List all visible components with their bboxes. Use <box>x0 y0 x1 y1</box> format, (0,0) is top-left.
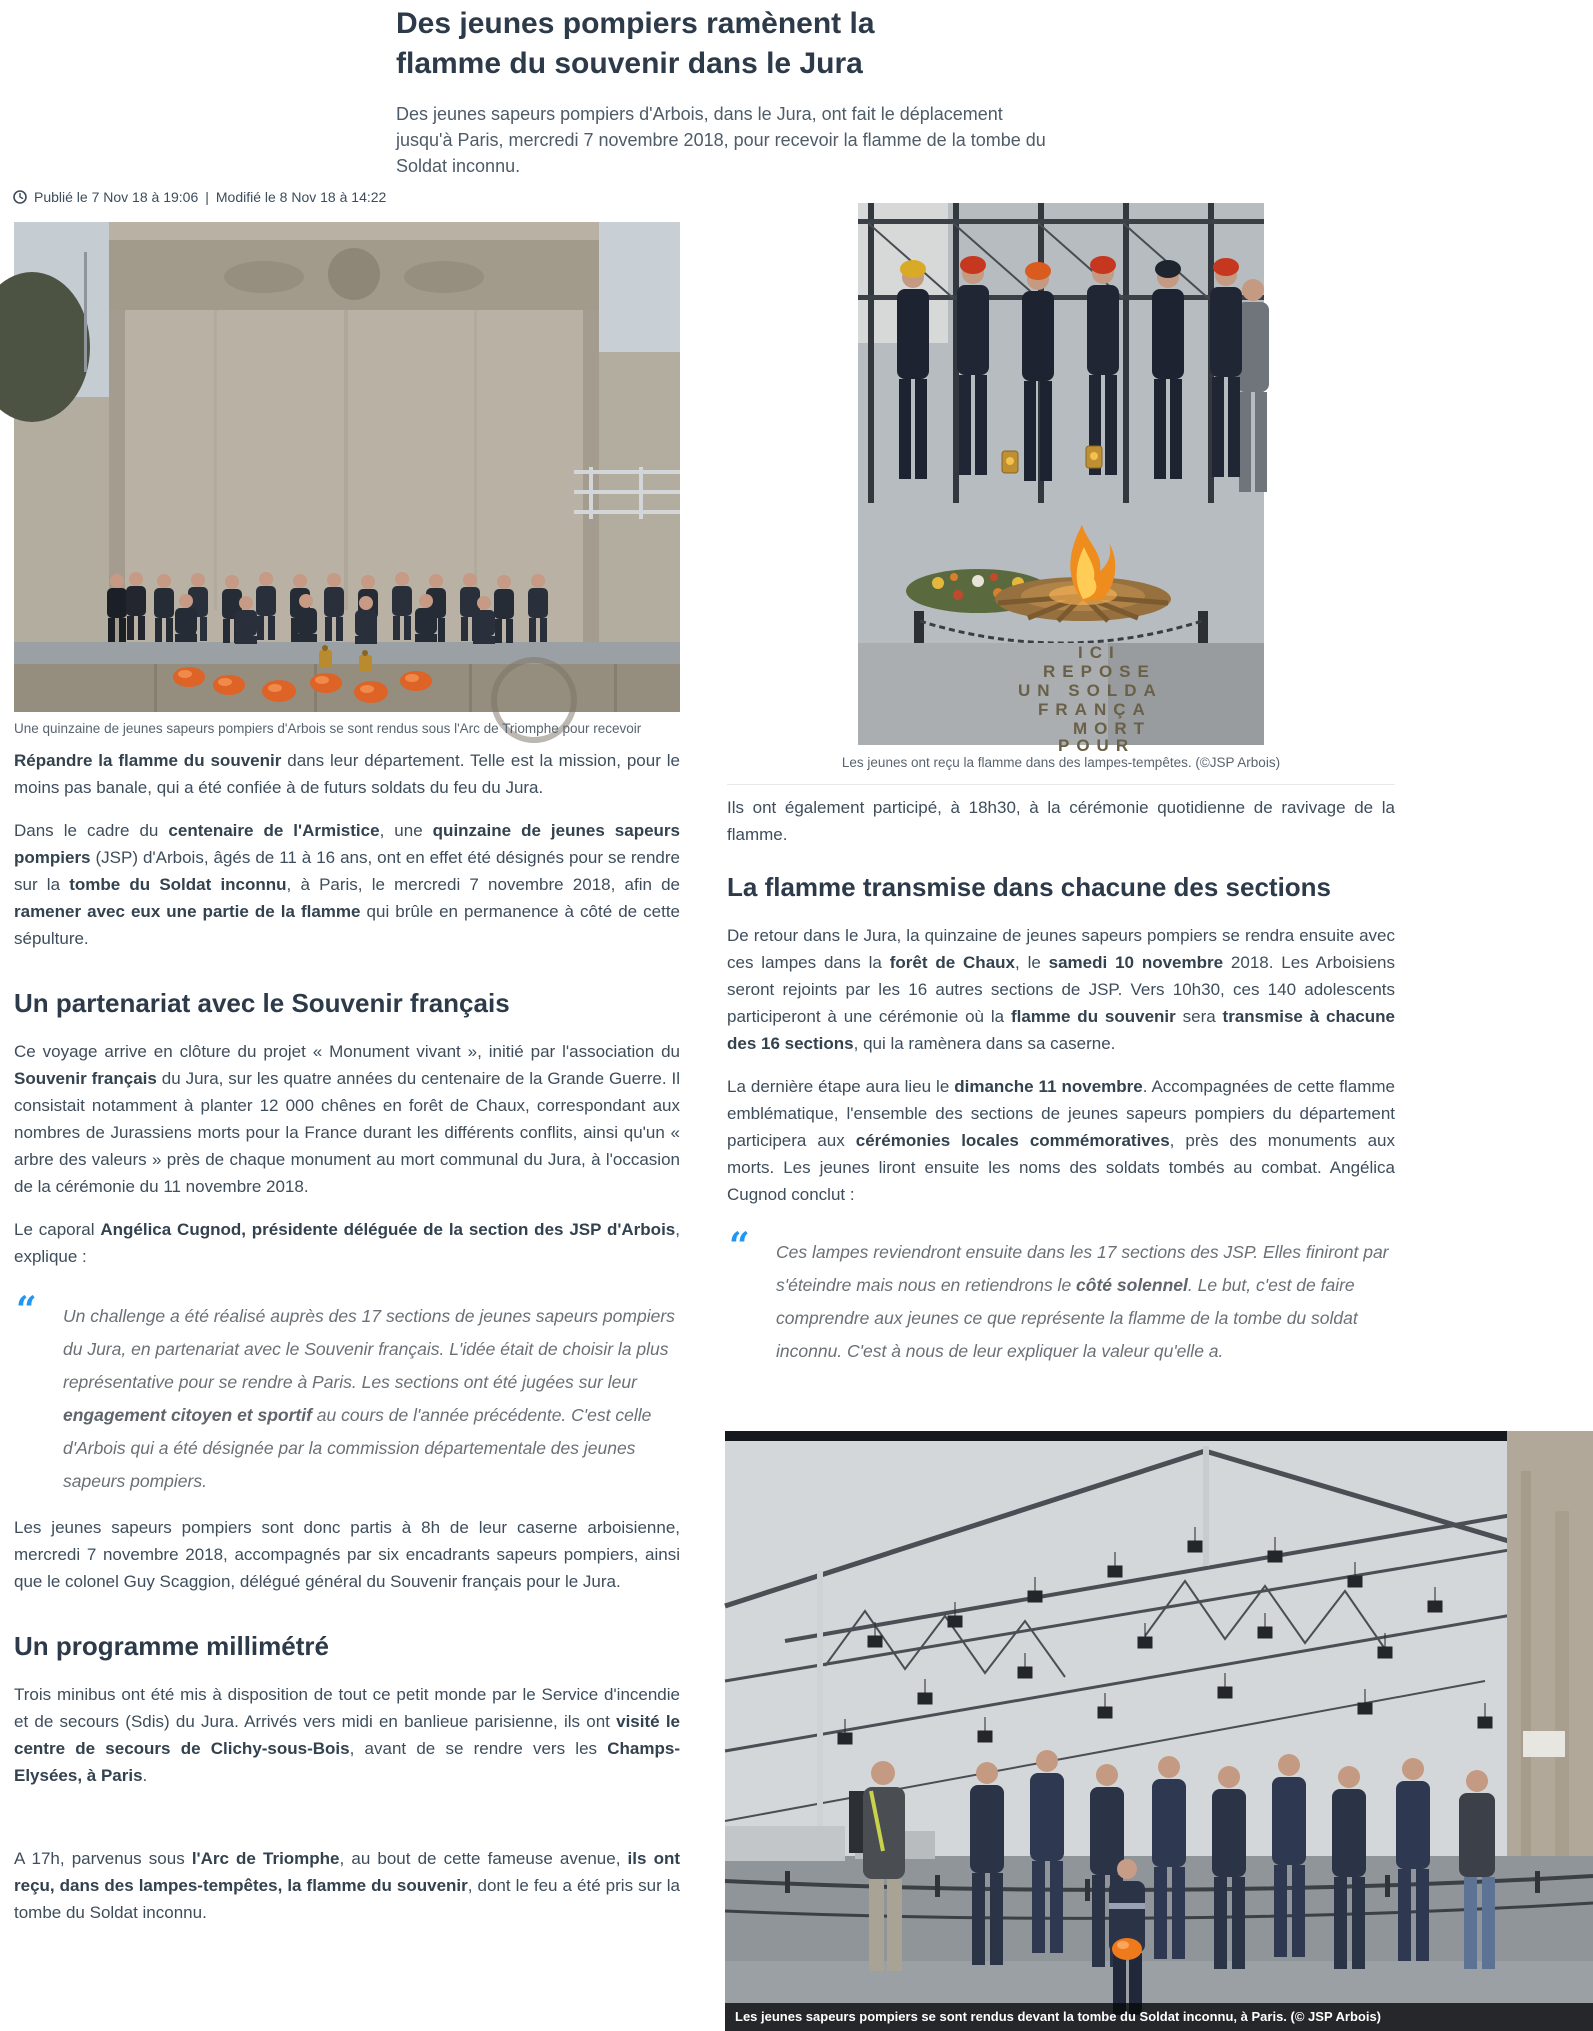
paragraph-depart: Les jeunes sapeurs pompiers sont donc partis à 8h de leur caserne arboisienne, mercredi 7 novembre 2018, accompagnés par six encadrants sapeurs pompiers, ainsi que le colonel Guy Scaggion, délégué général du Souvenir français pour le Jura. <box>14 1518 680 1591</box>
quote-block-challenge <box>16 1289 680 1498</box>
heading-partenariat: Un partenariat avec le Souvenir français <box>14 988 510 1018</box>
paragraph-derniere-etape: La dernière étape aura lieu le dimanche 11 novembre. Accompagnées de cette flamme emblématique, l'ensemble des sections de jeunes sapeurs pompiers du département participera aux cérémonies locales commémoratives, près des monuments aux morts. Les jeunes liront ensuite les noms des soldats tombés au combat. Angélica Cugnod conclut : <box>727 1077 1395 1204</box>
svg-text:ICI: ICI <box>1078 643 1121 662</box>
svg-text:FRANÇA: FRANÇA <box>1038 700 1152 719</box>
quote-text-challenge: Un challenge a été réalisé auprès des 17 sections de jeunes sapeurs pompiers du Jura, en partenariat avec le Souvenir français. L'idée était de choisir la plus représentative pour se rendre à Paris. Les sections ont été jugées sur leur engagement citoyen et sportif au cours de l'année précédente. C'est celle d'Arbois qui a été désignée par la commission départementale des jeunes sapeurs pompiers. <box>63 1306 675 1491</box>
quote-icon: “ <box>729 1225 750 1267</box>
paragraph-contexte: Dans le cadre du centenaire de l'Armistice, une quinzaine de jeunes sapeurs pompiers (JSP) d'Arbois, âgés de 11 à 16 ans, ont en effet été désignés pour se rendre sur la tombe du Soldat inconnu, à Paris, le mercredi 7 novembre 2018, afin de ramener avec eux une partie de la flamme qui brûle en permanence à côté de cette sépulture. <box>14 821 681 948</box>
bottom-photo-caption: Les jeunes sapeurs pompiers se sont rendus devant la tombe du Soldat inconnu, à Paris. (© JSP Arbois) <box>725 2003 1593 2031</box>
heading-transmission: La flamme transmise dans chacune des sections <box>727 872 1332 902</box>
svg-text:MORT: MORT <box>1073 719 1152 738</box>
flame-ceremony-photo-image <box>858 203 1264 755</box>
quote-text-lampes: Ces lampes reviendront ensuite dans les 17 sections des JSP. Elles finiront par s'éteindre mais nous en retiendrons le côté solennel. Le but, c'est de faire comprendre aux jeunes ce que représente la flamme de la tombe du soldat inconnu. C'est à nous de leur expliquer la valeur qu'elle a. <box>776 1242 1389 1361</box>
svg-text:UN SOLDA: UN SOLDA <box>1018 681 1163 700</box>
paragraph-arc-17h: A 17h, parvenus sous l'Arc de Triomphe, au bout de cette fameuse avenue, ils ont reçu, dans des lampes-tempêtes, la flamme du souvenir, dont le feu a été pris sur la tombe du Soldat inconnu. <box>14 1849 680 1922</box>
page-title: Des jeunes pompiers ramènent la flamme du souvenir dans le Jura <box>396 7 875 80</box>
flame-ceremony-photo <box>727 203 1395 785</box>
publish-meta <box>13 189 386 205</box>
paragraph-caporal: Le caporal Angélica Cugnod, présidente déléguée de la section des JSP d'Arbois, explique : <box>14 1220 680 1266</box>
quote-icon: “ <box>16 1289 37 1331</box>
left-column <box>14 222 680 1926</box>
canopy-group-photo-image <box>725 1431 1593 2031</box>
paragraph-ravivage: Ils ont également participé, à 18h30, à la cérémonie quotidienne de ravivage de la flamme. <box>727 798 1395 844</box>
paragraph-minibus: Trois minibus ont été mis à disposition de tout ce petit monde par le Service d'incendie et de secours (Sdis) du Jura. Arrivés vers midi en banlieue parisienne, ils ont visité le centre de secours de Clichy-sous-Bois, avant de se rendre vers les Champs-Elysées, à Paris. <box>14 1685 680 1785</box>
published-date: Publié le 7 Nov 18 à 19:06 <box>34 189 199 205</box>
paragraph-foret-de-chaux: De retour dans le Jura, la quinzaine de jeunes sapeurs pompiers se rendra ensuite avec ces lampes dans la forêt de Chaux, le samedi 10 novembre 2018. Les Arboisiens seront rejoints par les 16 autres sections de JSP. Vers 10h30, ces 140 adolescents participeront à une cérémonie où la flamme du souvenir sera transmise à chacune des 16 sections, qui la ramènera dans sa caserne. <box>727 926 1395 1053</box>
canopy-group-photo <box>725 1431 1593 2031</box>
paragraph-monument-vivant: Ce voyage arrive en clôture du projet « Monument vivant », initié par l'association du Souvenir français du Jura, sur les quatre années du centenaire de la Grande Guerre. Il consistait notamment à planter 12 000 chênes en forêt de Chaux, correspondant aux nombres de Jurassiens morts pour la France durant les différents conflits, ainsi qu'un « arbre des valeurs » près de chaque monument au mort communal du Jura, à l'occasion de la cérémonie du 11 novembre 2018. <box>14 1042 680 1196</box>
modified-date: Modifié le 8 Nov 18 à 14:22 <box>215 189 387 205</box>
heading-programme: Un programme millimétré <box>14 1631 329 1661</box>
woman-right <box>1459 1770 1495 1969</box>
article-lede: Des jeunes sapeurs pompiers d'Arbois, dans le Jura, ont fait le déplacement jusqu'à Paris, mercredi 7 novembre 2018, pour recevoir la flamme de la tombe du Soldat inconnu. <box>396 104 1046 176</box>
left-photo-caption: Une quinzaine de jeunes sapeurs pompiers d'Arbois se sont rendus sous l'Arc de Triomphe pour recevoir <box>14 721 642 736</box>
svg-text:POUR: POUR <box>1058 736 1136 755</box>
meta-separator: | <box>205 189 209 205</box>
paragraph-mission: Répandre la flamme du souvenir dans leur département. Telle est la mission, pour le moins pas banale, qui a été confiée à de futurs soldats du feu du Jura. <box>14 751 680 797</box>
clock-icon <box>13 190 27 204</box>
article-header <box>396 4 1056 179</box>
right-photo-caption: Les jeunes ont reçu la flamme dans des lampes-tempêtes. (©JSP Arbois) <box>841 755 1281 770</box>
svg-text:REPOSE: REPOSE <box>1043 662 1156 681</box>
quote-block-lampes <box>729 1225 1395 1368</box>
right-column <box>727 203 1395 1368</box>
arc-de-triomphe-photo <box>14 222 680 712</box>
arc-de-triomphe-photo-image <box>14 222 680 712</box>
